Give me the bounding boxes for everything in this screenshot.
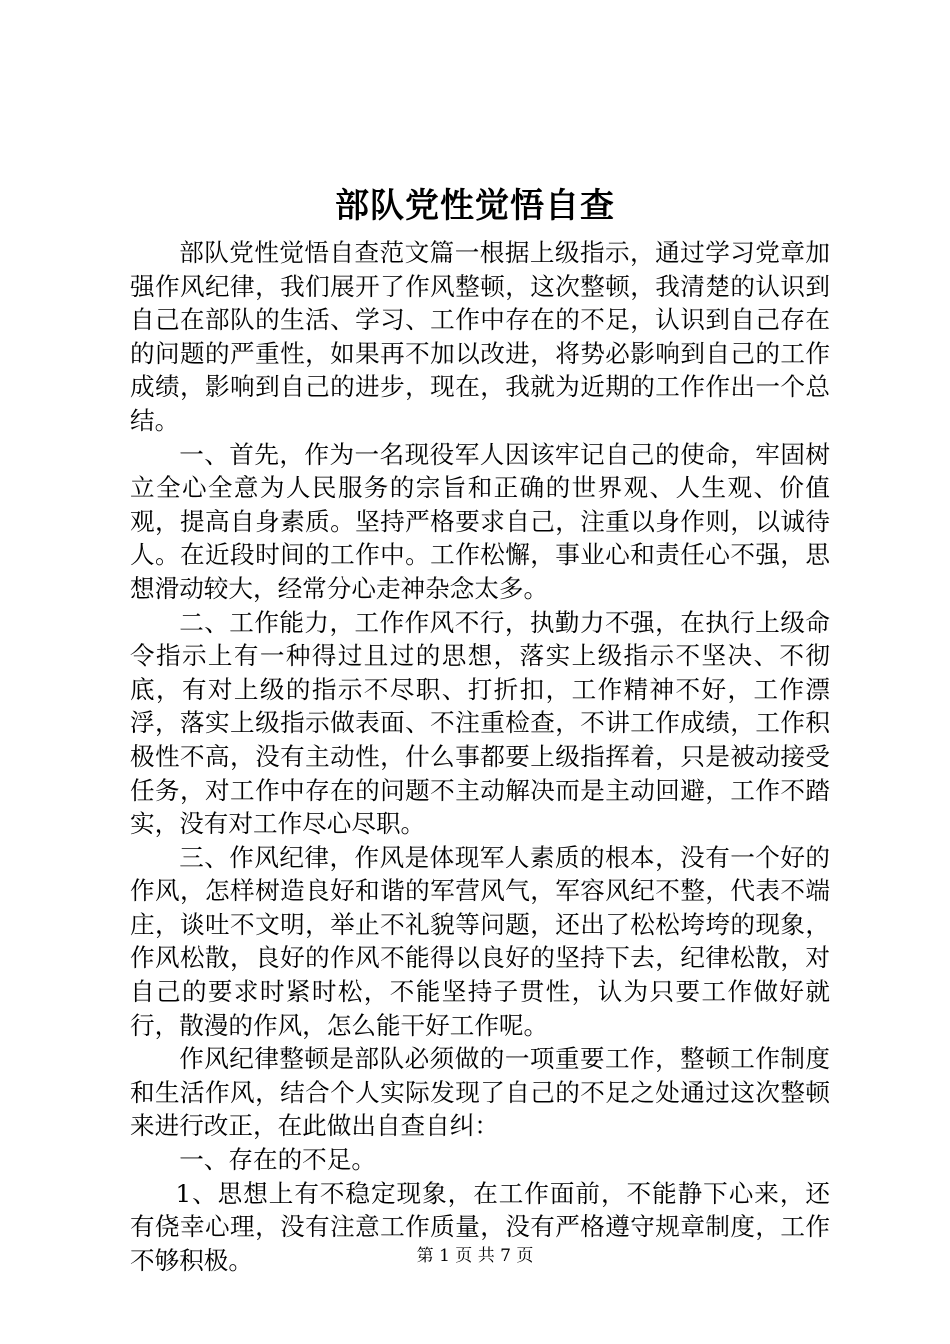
paragraph: 1、思想上有不稳定现象，在工作面前，不能静下心来，还有侥幸心理，没有注意工作质量，没有严格遵守规章制度，工作不够积极。	[130, 1178, 830, 1275]
paragraph: 一、存在的不足。	[179, 1145, 376, 1175]
paragraph: 三、作风纪律，作风是体现军人素质的根本，没有一个好的作风，怎样树造良好和谐的军营风气，军容风纪不整，代表不端庄，谈吐不文明，举止不礼貌等问题，还出了松松垮垮的现象，作风松散，良好的作风不能得以良好的坚持下去，纪律松散，对自己的要求时紧时松，不能坚持子贯性，认为只要工作做好就行，散漫的作风，怎么能干好工作呢。	[130, 842, 830, 1040]
document-title: 部队党性觉悟自查	[335, 186, 615, 226]
paragraph: 作风纪律整顿是部队必须做的一项重要工作，整顿工作制度和生活作风，结合个人实际发现了自己的不足之处通过这次整顿来进行改正，在此做出自查自纠：	[130, 1044, 830, 1141]
paragraph: 一、首先，作为一名现役军人因该牢记自己的使命，牢固树立全心全意为人民服务的宗旨和正确的世界观、人生观、价值观，提高自身素质。坚持严格要求自己，注重以身作则，以诚待人。在近段时间的工作中。工作松懈，事业心和责任心不强，思想滑动较大，经常分心走神杂念太多。	[130, 439, 830, 603]
paragraph: 部队党性觉悟自查范文篇一根据上级指示，通过学习党章加强作风纪律，我们展开了作风整顿，这次整顿，我清楚的认识到自己在部队的生活、学习、工作中存在的不足，认识到自己存在的问题的严重性，如果再不加以改进，将势必影响到自己的工作成绩，影响到自己的进步，现在，我就为近期的工作作出一个总结。	[130, 238, 830, 435]
document-body	[130, 236, 830, 1277]
page-footer: 第 1 页 共 7 页	[416, 1246, 534, 1266]
paragraph: 二、工作能力，工作作风不行，执勤力不强，在执行上级命令指示上有一种得过且过的思想，落实上级指示不坚决、不彻底，有对上级的指示不尽职、打折扣，工作精神不好，工作漂浮，落实上级指示做表面、不注重检查，不讲工作成绩，工作积极性不高，没有主动性，什么事都要上级指挥着，只是被动接受任务，对工作中存在的问题不主动解决而是主动回避，工作不踏实，没有对工作尽心尽职。	[130, 607, 830, 839]
